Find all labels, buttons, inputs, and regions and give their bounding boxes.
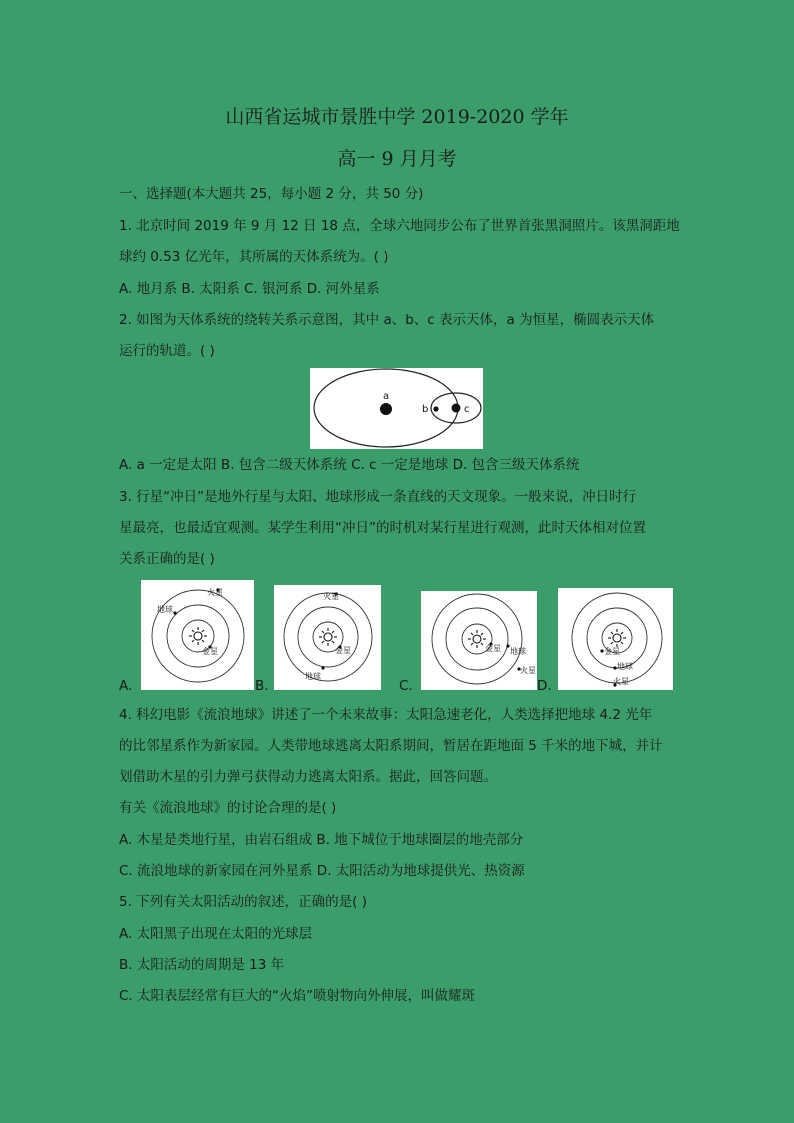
q4-line3: 划借助木星的引力弹弓获得动力逃离太阳系。据此，回答问题。 bbox=[119, 769, 497, 785]
q3-figure-c bbox=[421, 591, 537, 690]
q3-figure-a bbox=[141, 580, 254, 690]
q1-line1: 1. 北京时间 2019 年 9 月 12 日 18 点，全球六地同步公布了世界首张黑洞照片。该黑洞距地 bbox=[119, 218, 680, 234]
page-title-line2: 高一 9 月月考 bbox=[337, 148, 457, 170]
earth-label: 地球 bbox=[510, 647, 526, 656]
mars-label: 火星 bbox=[613, 677, 629, 686]
body-b-dot bbox=[433, 406, 438, 411]
label-a: a bbox=[383, 391, 390, 402]
q4-options-cd: C. 流浪地球的新家园在河外星系 D. 太阳活动为地球提供光、热资源 bbox=[119, 863, 525, 879]
mars-label: 火星 bbox=[520, 666, 536, 675]
q1-line2: 球约 0.53 亿光年，其所属的天体系统为。( ) bbox=[119, 249, 389, 265]
q3-figure-b bbox=[274, 585, 381, 690]
q3-line2: 星最亮，也最适宜观测。某学生利用“冲日”的时机对某行星进行观测，此时天体相对位置 bbox=[119, 520, 646, 536]
body-c-dot bbox=[452, 404, 461, 413]
q1-options: A. 地月系 B. 太阳系 C. 银河系 D. 河外星系 bbox=[119, 281, 380, 297]
venus-label: 金星 bbox=[202, 647, 218, 656]
sun-icon bbox=[189, 627, 207, 645]
q3-option-b-label: B. bbox=[255, 678, 269, 694]
q5-stem: 5. 下列有关太阳活动的叙述，正确的是( ) bbox=[119, 894, 367, 910]
q4-options-ab: A. 木星是类地行星，由岩石组成 B. 地下城位于地球圈层的地壳部分 bbox=[119, 832, 524, 848]
page-title-line1: 山西省运城市景胜中学 2019-2020 学年 bbox=[225, 106, 569, 128]
q3-line3: 关系正确的是( ) bbox=[119, 551, 215, 567]
q5-option-a: A. 太阳黑子出现在太阳的光球层 bbox=[119, 926, 313, 942]
q3-option-d-label: D. bbox=[537, 678, 552, 694]
q3-line1: 3. 行星“冲日”是地外行星与太阳、地球形成一条直线的天文现象。一般来说，冲日时行 bbox=[119, 489, 637, 505]
q4-line1: 4. 科幻电影《流浪地球》讲述了一个未来故事：太阳急速老化，人类选择把地球 4.2 光年 bbox=[119, 707, 653, 723]
mars-label: 火星 bbox=[323, 592, 339, 601]
q2-orbit-diagram bbox=[310, 368, 483, 449]
venus-label: 金星 bbox=[335, 646, 351, 655]
venus-label: 金星 bbox=[604, 647, 620, 656]
label-b: b bbox=[422, 404, 429, 415]
q5-option-b: B. 太阳活动的周期是 13 年 bbox=[119, 957, 285, 973]
q5-option-c: C. 太阳表层经常有巨大的“火焰”喷射物向外伸展，叫做耀斑 bbox=[119, 988, 475, 1004]
q3-option-a-label: A. bbox=[119, 678, 133, 694]
earth-label: 地球 bbox=[617, 662, 633, 671]
sun-icon bbox=[319, 628, 337, 646]
earth-label: 地球 bbox=[157, 605, 173, 614]
label-c: c bbox=[464, 404, 470, 415]
sun-icon bbox=[468, 630, 486, 648]
q4-stem: 有关《流浪地球》的讨论合理的是( ) bbox=[119, 800, 337, 816]
earth-label: 地球 bbox=[305, 672, 321, 681]
sun-icon bbox=[608, 629, 626, 647]
q2-options: A. a 一定是太阳 B. 包含二级天体系统 C. c 一定是地球 D. 包含三级天体系统 bbox=[119, 457, 580, 473]
star-a-dot bbox=[380, 403, 392, 415]
q2-line2: 运行的轨道。( ) bbox=[119, 343, 215, 359]
venus-label: 金星 bbox=[485, 644, 501, 653]
q2-line1: 2. 如图为天体系统的绕转关系示意图，其中 a、b、c 表示天体，a 为恒星，椭圆表示天体 bbox=[119, 312, 655, 328]
section-heading: 一、选择题(本大题共 25，每小题 2 分，共 50 分) bbox=[119, 186, 424, 202]
q4-line2: 的比邻星系作为新家园。人类带地球逃离太阳系期间，暂居在距地面 5 千米的地下城，并计 bbox=[119, 738, 663, 754]
mars-label: 火星 bbox=[207, 588, 223, 597]
q3-figure-d bbox=[558, 588, 673, 690]
q3-option-c-label: C. bbox=[399, 678, 413, 694]
